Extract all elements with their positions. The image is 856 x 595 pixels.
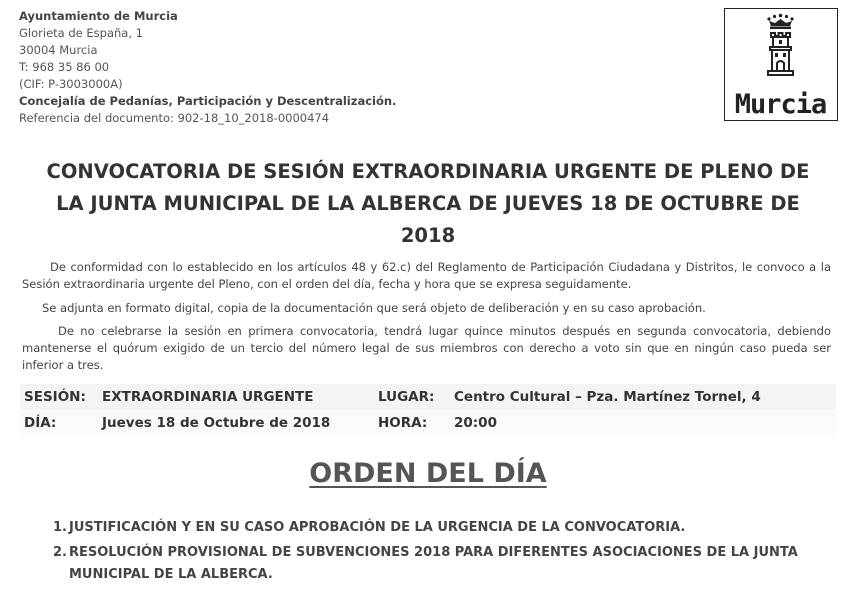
day-value: Jueves 18 de Octubre de 2018	[98, 410, 374, 436]
intro-paragraph: De conformidad con lo establecido en los artículos 48 y 62.c) del Reglamento de Participación Ciudadana y Distritos, le convoco a la Sesión extraordinaria urgente del Pleno, con el orden del día, fecha y hora que se expresa seguidamente.	[22, 260, 831, 291]
phone: T: 968 35 86 00	[19, 60, 110, 74]
time-value: 20:00	[450, 410, 836, 436]
department: Concejalía de Pedanías, Participación y Descentralización.	[19, 94, 397, 108]
agenda-item-number: 2.	[53, 545, 67, 560]
place-label: LUGAR:	[374, 384, 450, 410]
session-details-table	[20, 384, 836, 436]
agenda-item	[53, 517, 813, 539]
agenda-heading: ORDEN DEL DÍA	[309, 458, 547, 489]
session-row	[20, 384, 836, 410]
logo-text: Murcia	[734, 89, 827, 120]
document-reference: Referencia del documento: 902-18_10_2018-0000474	[19, 111, 330, 125]
session-value: EXTRAORDINARIA URGENTE	[98, 384, 374, 410]
address: Glorieta de España, 1	[19, 26, 143, 40]
cif: (CIF: P-3003000A)	[19, 77, 123, 91]
page-title: CONVOCATORIA DE SESIÓN EXTRAORDINARIA URGENTE DE PLENO DE LA JUNTA MUNICIPAL DE LA ALBERCA DE JUEVES 18 DE OCTUBRE DE 2018	[46, 160, 810, 247]
letterhead	[19, 8, 699, 127]
agenda-item-number: 1.	[53, 520, 67, 535]
time-label: HORA:	[374, 410, 450, 436]
agenda-list	[53, 517, 813, 589]
day-label: DÍA:	[20, 410, 98, 436]
postal-code: 30004 Murcia	[19, 43, 98, 57]
attachment-paragraph: Se adjunta en formato digital, copia de la documentación que será objeto de deliberación y en su caso aprobación.	[42, 301, 706, 315]
session-label: SESIÓN:	[20, 384, 98, 410]
castle-crown-icon	[725, 9, 836, 89]
agenda-item	[53, 542, 813, 586]
quorum-paragraph: De no celebrarse la sesión en primera convocatoria, tendrá lugar quince minutos después en segunda convocatoria, debiendo mantenerse el quórum exigido de un tercio del número legal de sus miembros con derecho a voto sin que en ningún caso pueda ser inferior a tres.	[22, 324, 831, 372]
place-value: Centro Cultural – Pza. Martínez Tornel, 4	[450, 384, 836, 410]
agenda-item-text: JUSTIFICACIÓN Y EN SU CASO APROBACIÓN DE LA URGENCIA DE LA CONVOCATORIA.	[69, 520, 686, 535]
agenda-item-text: RESOLUCIÓN PROVISIONAL DE SUBVENCIONES 2018 PARA DIFERENTES ASOCIACIONES DE LA JUNTA MUNICIPAL DE LA ALBERCA.	[69, 545, 798, 582]
date-row	[20, 410, 836, 436]
murcia-logo	[724, 8, 838, 121]
organization-name: Ayuntamiento de Murcia	[19, 9, 178, 23]
